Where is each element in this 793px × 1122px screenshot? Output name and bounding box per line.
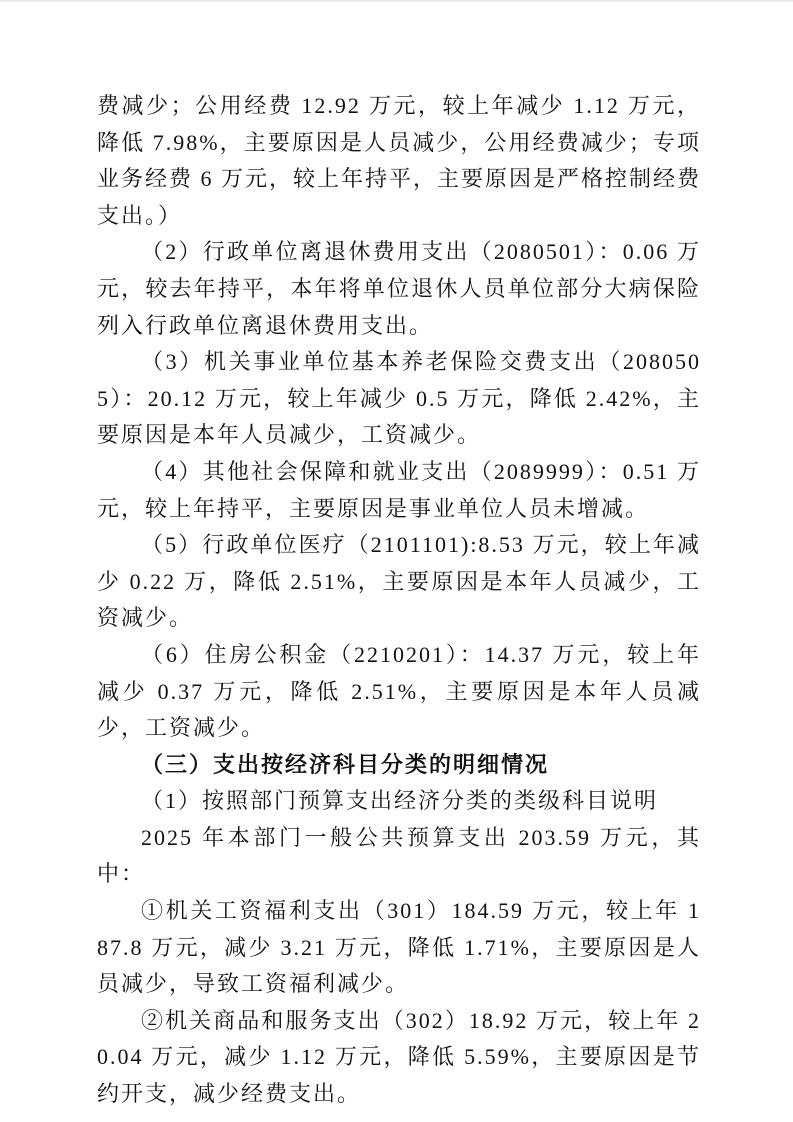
document-body [97,88,701,1113]
paragraph-item-3-pension-insurance: （3）机关事业单位基本养老保险交费支出（2080505）：20.12 万元，较上年减少 0.5 万元，降低 2.42%，主要原因是本年人员减少，工资减少。 [97,349,701,448]
paragraph-item-2-retirement-expense: （2）行政单位离退休费用支出（2080501）：0.06 万元，较去年持平，本年将单位退休人员单位部分大病保险列入行政单位离退休费用支出。 [97,239,701,338]
paragraph-item-5-medical: （5）行政单位医疗（2101101):8.53 万元，较上年减少 0.22 万，降低 2.51%，主要原因是本年人员减少，工资减少。 [97,532,701,631]
paragraph-continuation-public-funds: 费减少；公用经费 12.92 万元，较上年减少 1.12 万元，降低 7.98%，主要原因是人员减少，公用经费减少；专项业务经费 6 万元，较上年持平，主要原因是严格控制经费支出。） [97,93,702,228]
section-heading-economic-classification: （三）支出按经济科目分类的明细情况 [141,751,550,777]
paragraph-circle1-wage-welfare-expense: ①机关工资福利支出（301）184.59 万元，较上年 187.8 万元，减少 3.21 万元，降低 1.71%，主要原因是人员减少，导致工资福利减少。 [97,898,701,997]
paragraph-item-6-housing-fund: （6）住房公积金（2210201）：14.37 万元，较上年减少 0.37 万元，降低 2.51%，主要原因是本年人员减少，工资减少。 [97,641,701,741]
paragraph-circle2-goods-services-expense: ②机关商品和服务支出（302）18.92 万元，较上年 20.04 万元，减少 1.12 万元，降低 5.59%，主要原因是节约开支，减少经费支出。 [97,1007,701,1107]
paragraph-item-4-social-security: （4）其他社会保障和就业支出（2089999）：0.51 万元，较上年持平，主要原因是事业单位人员未增减。 [97,458,701,521]
paragraph-item-1-classification-note: （1）按照部门预算支出经济分类的类级科目说明 [141,788,659,814]
paragraph-total-budget-2025: 2025 年本部门一般公共预算支出 203.59 万元，其中： [97,824,701,887]
